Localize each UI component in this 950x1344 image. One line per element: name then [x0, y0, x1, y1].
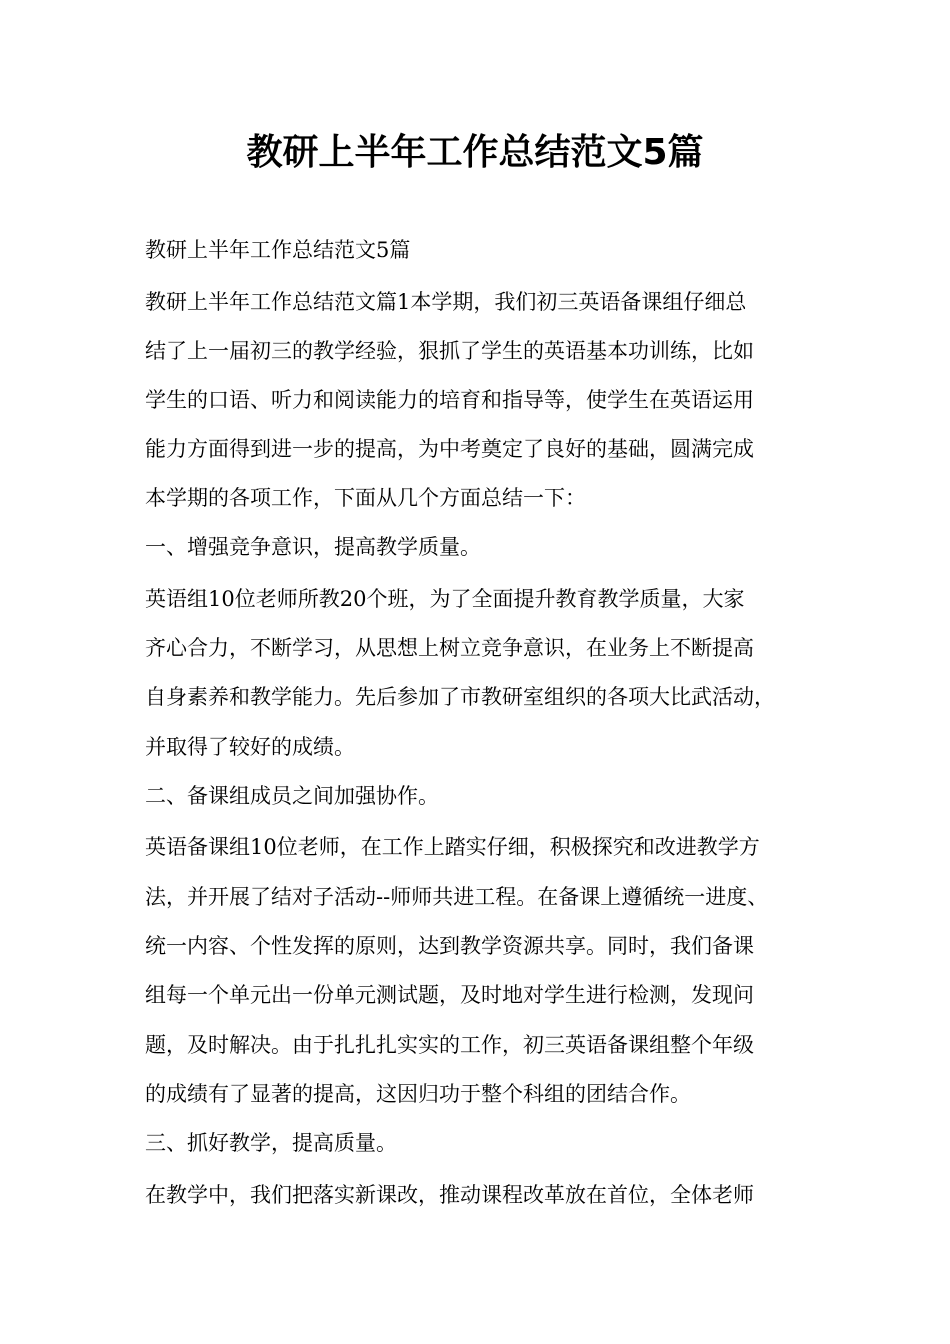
paragraph-line: 教研上半年工作总结范文篇1本学期，我们初三英语备课组仔细总	[145, 290, 747, 314]
section-heading: 一、增强竞争意识，提高教学质量。	[145, 535, 481, 559]
paragraph-line: 并取得了较好的成绩。	[145, 735, 355, 759]
paragraph-line: 统一内容、个性发挥的原则，达到教学资源共享。同时，我们备课	[145, 934, 754, 958]
paragraph-line: 英语组10位老师所教20个班，为了全面提升教育教学质量，大家	[145, 587, 745, 611]
paragraph-line: 英语备课组10位老师，在工作上踏实仔细，积极探究和改进教学方	[145, 835, 760, 859]
paragraph-line: 结了上一届初三的教学经验，狠抓了学生的英语基本功训练，比如	[145, 339, 754, 363]
paragraph-line: 能力方面得到进一步的提高，为中考奠定了良好的基础，圆满完成	[145, 437, 754, 461]
paragraph-line: 在教学中，我们把落实新课改，推动课程改革放在首位，全体老师	[145, 1183, 754, 1207]
paragraph-line: 法，并开展了结对子活动--师师共进工程。在备课上遵循统一进度、	[145, 885, 769, 909]
paragraph-line: 本学期的各项工作，下面从几个方面总结一下：	[145, 486, 586, 510]
paragraph-line: 组每一个单元出一份单元测试题，及时地对学生进行检测，发现问	[145, 983, 754, 1007]
paragraph-line: 题，及时解决。由于扎扎扎实实的工作，初三英语备课组整个年级	[145, 1033, 754, 1057]
paragraph-line: 学生的口语、听力和阅读能力的培育和指导等，使学生在英语运用	[145, 388, 754, 412]
paragraph-line: 齐心合力，不断学习，从思想上树立竞争意识，在业务上不断提高	[145, 636, 754, 660]
document-title: 教研上半年工作总结范文5篇	[246, 132, 704, 173]
paragraph-line: 自身素养和教学能力。先后参加了市教研室组织的各项大比武活动，	[145, 685, 775, 709]
paragraph-line: 的成绩有了显著的提高，这因归功于整个科组的团结合作。	[145, 1082, 691, 1106]
paragraph-line: 教研上半年工作总结范文5篇	[145, 238, 411, 262]
section-heading: 三、抓好教学，提高质量。	[145, 1131, 397, 1155]
section-heading: 二、备课组成员之间加强协作。	[145, 784, 439, 808]
